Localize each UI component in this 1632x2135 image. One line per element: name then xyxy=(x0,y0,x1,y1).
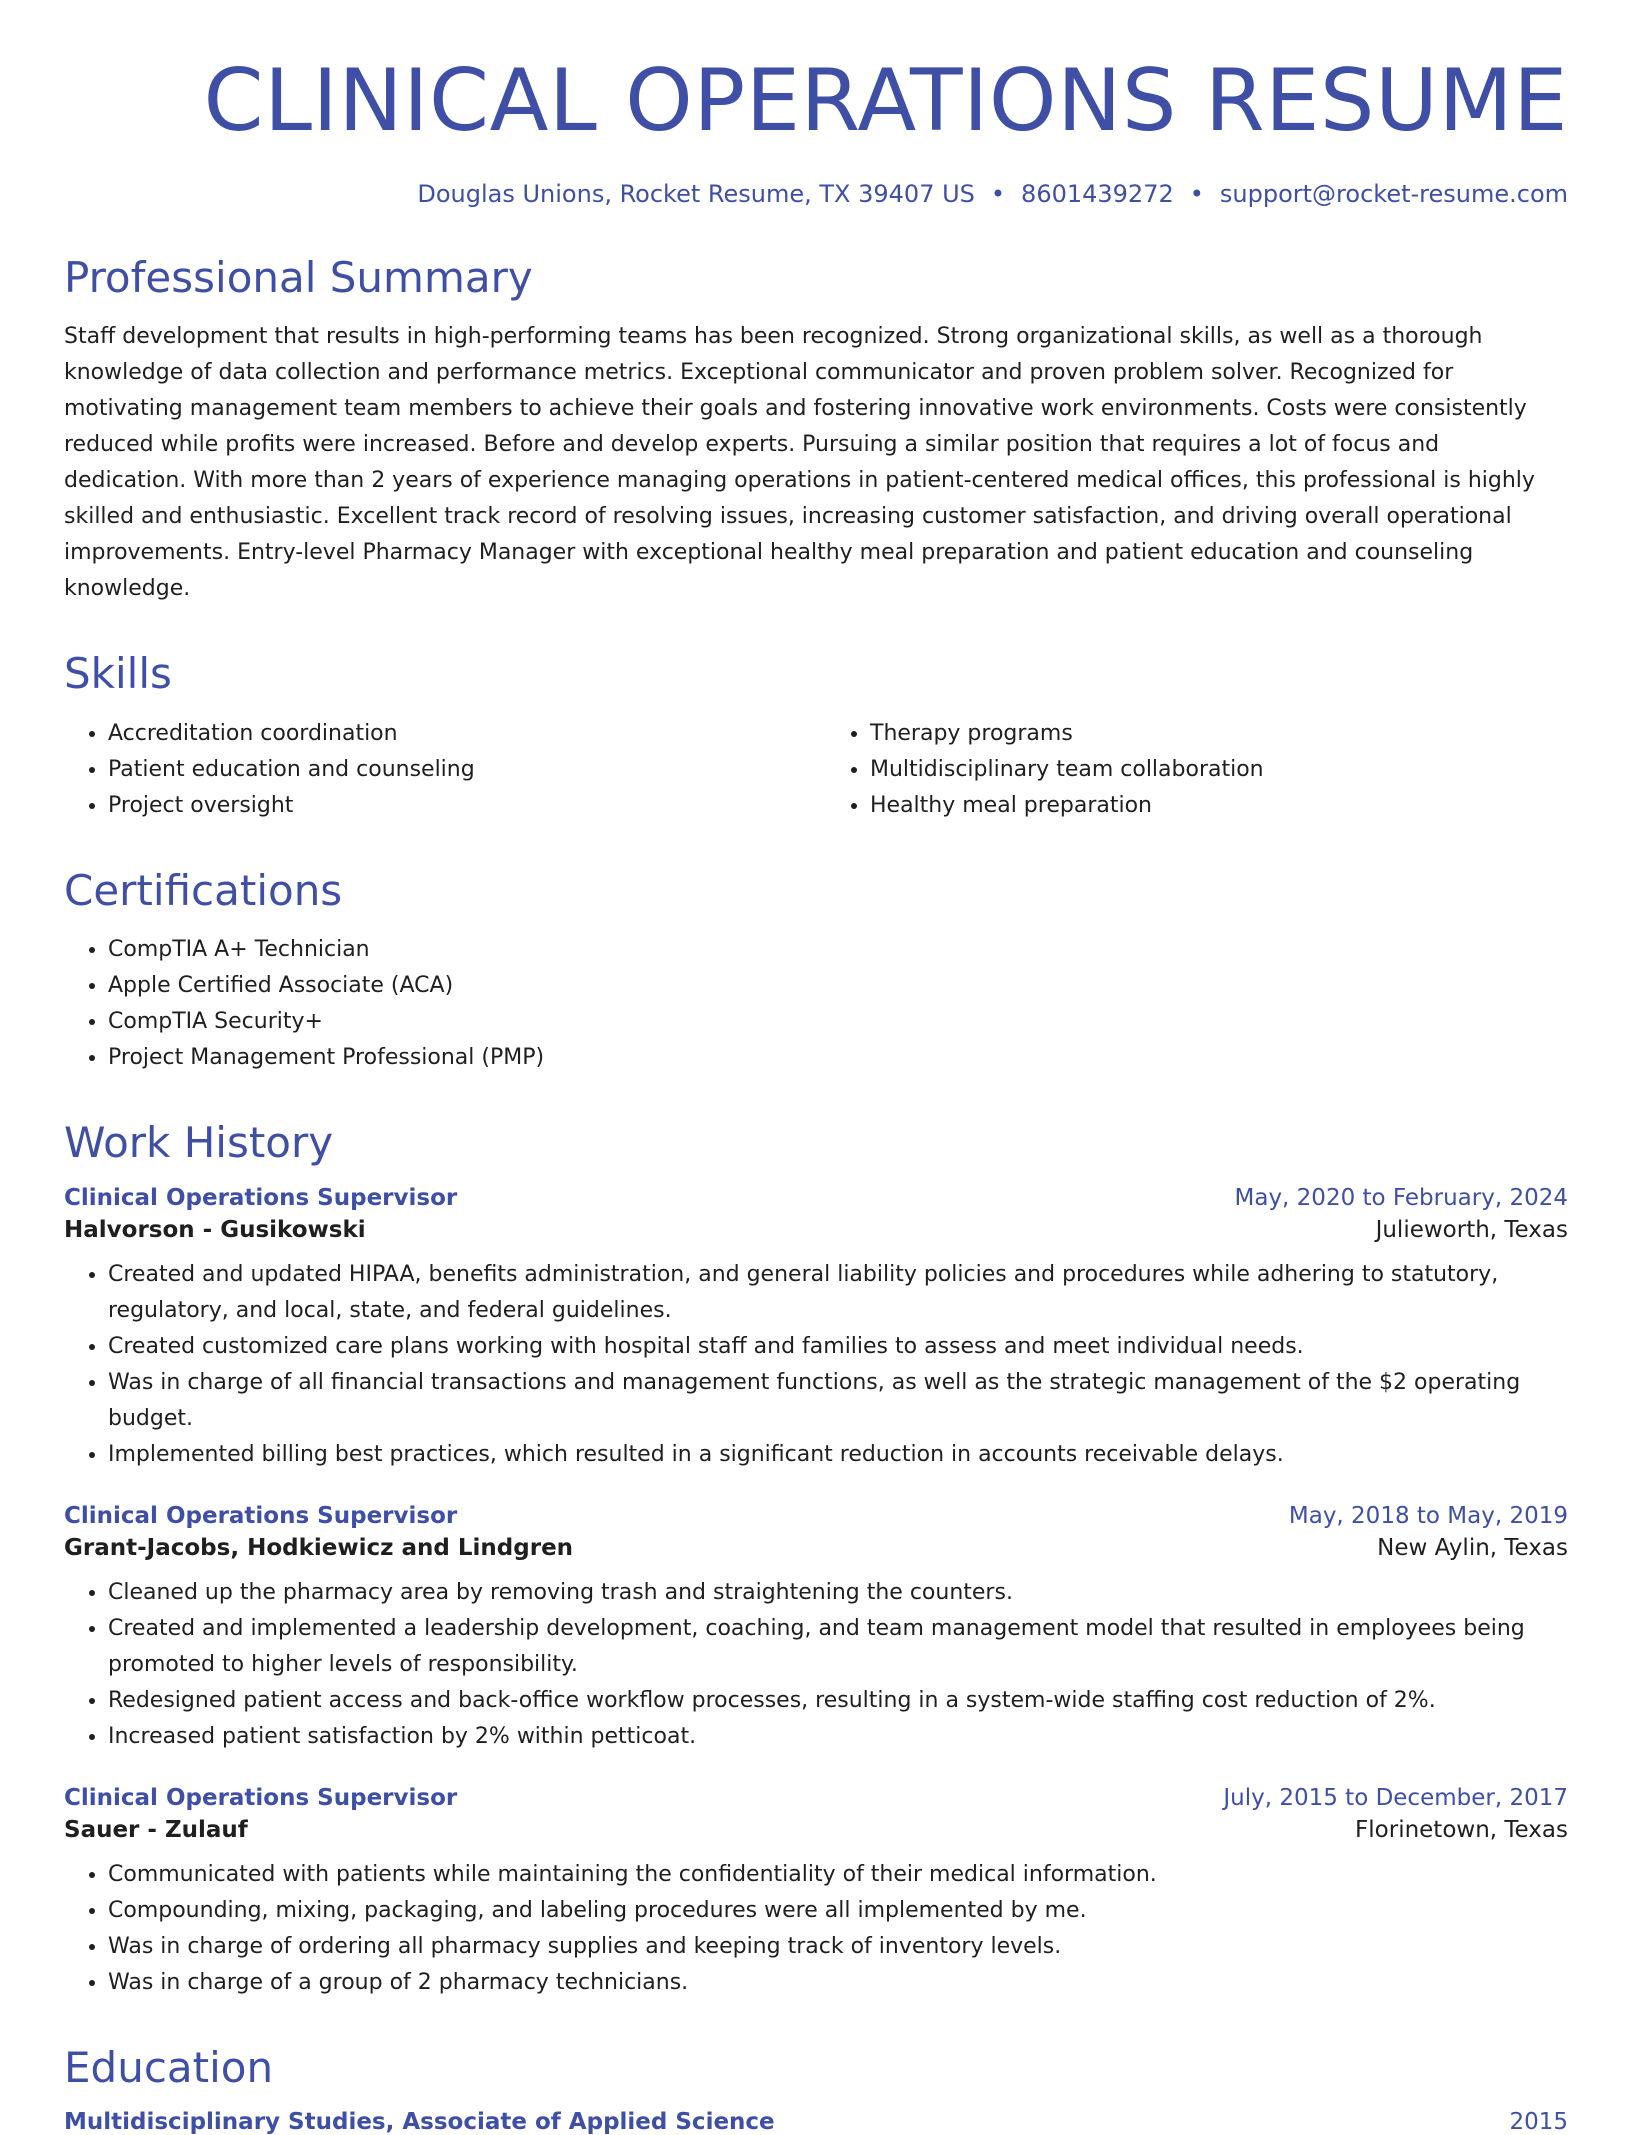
job-bullet: • Communicated with patients while maintaining the confidentiality of their medical information. xyxy=(108,1857,1568,1893)
certification-item: • CompTIA Security+ xyxy=(108,1004,1568,1040)
summary-text: Staff development that results in high-performing teams has been recognized. Strong organizational skills, as well as a thorough knowledge of data collection and performance metrics. Exceptional communicator and proven problem solver. Recognized for motivating management team members to achieve their goals and fostering innovative work environments. Costs were consistently reduced while profits were increased. Before and develop experts. Pursuing a similar position that requires a lot of focus and dedication. With more than 2 years of experience managing operations in patient-centered medical offices, this professional is highly skilled and enthusiastic. Excellent track record of resolving issues, increasing customer satisfaction, and driving overall operational improvements. Entry-level Pharmacy Manager with exceptional healthy meal preparation and patient education and counseling knowledge. xyxy=(64,324,1535,602)
job-bullet: • Was in charge of a group of 2 pharmacy technicians. xyxy=(108,1965,1568,2001)
job-bullet: • Increased patient satisfaction by 2% within petticoat. xyxy=(108,1719,1568,1755)
job-dates: July, 2015 to December, 2017 xyxy=(1223,1784,1568,1811)
certification-item: • Project Management Professional (PMP) xyxy=(108,1040,1568,1076)
job-company: Sauer - Zulauf xyxy=(64,1816,248,1843)
job-bullets xyxy=(64,1857,1568,2001)
section-heading-summary: Professional Summary xyxy=(64,253,533,303)
job-dates: May, 2018 to May, 2019 xyxy=(1288,1502,1568,1529)
job-bullet: • Created customized care plans working with hospital staff and families to assess and meet individual needs. xyxy=(108,1329,1568,1365)
education-year: 2015 xyxy=(1509,2109,1568,2135)
section-heading-certifications: Certifications xyxy=(64,865,343,915)
job-bullet: • Cleaned up the pharmacy area by removing trash and straightening the counters. xyxy=(108,1575,1568,1611)
certification-item: • Apple Certified Associate (ACA) xyxy=(108,968,1568,1004)
job-location: Julieworth, Texas xyxy=(1375,1216,1568,1243)
skills-list-right xyxy=(826,716,1568,824)
contact-address: Douglas Unions, Rocket Resume, TX 39407 US xyxy=(417,179,975,208)
contact-email: support@rocket-resume.com xyxy=(1219,179,1568,208)
job-bullet: • Created and implemented a leadership development, coaching, and team management model that resulted in employees being promoted to higher levels of responsibility. xyxy=(108,1611,1568,1683)
job-dates: May, 2020 to February, 2024 xyxy=(1234,1184,1568,1211)
skill-item: • Patient education and counseling xyxy=(108,752,806,788)
job-company: Grant-Jacobs, Hodkiewicz and Lindgren xyxy=(64,1534,574,1561)
job-company: Halvorson - Gusikowski xyxy=(64,1216,366,1243)
job-entry xyxy=(64,1185,1568,1473)
section-heading-education: Education xyxy=(64,2042,274,2092)
education-section xyxy=(64,2043,1568,2135)
certification-item: • CompTIA A+ Technician xyxy=(108,932,1568,968)
job-bullets xyxy=(64,1575,1568,1755)
contact-phone: 8601439272 xyxy=(1021,179,1174,208)
work-history-section xyxy=(64,1118,1568,2000)
job-entry xyxy=(64,1785,1568,2001)
job-bullet: • Was in charge of ordering all pharmacy supplies and keeping track of inventory levels. xyxy=(108,1929,1568,1965)
contact-separator: • xyxy=(990,179,1006,208)
job-entry xyxy=(64,1503,1568,1755)
education-degree: Multidisciplinary Studies, Associate of Applied Science xyxy=(64,2109,775,2135)
job-bullet: • Created and updated HIPAA, benefits administration, and general liability policies and procedures while adhering to statutory, regulatory, and local, state, and federal guidelines. xyxy=(108,1257,1568,1329)
job-bullet: • Was in charge of all financial transactions and management functions, as well as the strategic management of the $2 operating budget. xyxy=(108,1365,1568,1437)
skill-item: • Healthy meal preparation xyxy=(870,788,1568,824)
job-bullet: • Redesigned patient access and back-office workflow processes, resulting in a system-wide staffing cost reduction of 2%. xyxy=(108,1683,1568,1719)
certifications-section xyxy=(64,866,1568,1076)
job-title: Clinical Operations Supervisor xyxy=(64,1502,458,1529)
skills-grid xyxy=(64,716,1568,824)
contact-line xyxy=(64,178,1568,212)
job-bullets xyxy=(64,1257,1568,1473)
contact-separator: • xyxy=(1189,179,1204,208)
skill-item: • Project oversight xyxy=(108,788,806,824)
skill-item: • Accreditation coordination xyxy=(108,716,806,752)
certifications-list xyxy=(64,932,1568,1076)
skill-item: • Multidisciplinary team collaboration xyxy=(870,752,1568,788)
section-heading-skills: Skills xyxy=(64,649,172,699)
job-location: New Aylin, Texas xyxy=(1377,1534,1568,1561)
professional-summary-section xyxy=(64,253,1568,607)
job-title: Clinical Operations Supervisor xyxy=(64,1184,458,1211)
job-bullet: • Implemented billing best practices, which resulted in a significant reduction in accounts receivable delays. xyxy=(108,1437,1568,1473)
job-title: Clinical Operations Supervisor xyxy=(64,1784,458,1811)
skills-list-left xyxy=(64,716,806,824)
resume-title: CLINICAL OPERATIONS RESUME xyxy=(203,51,1568,151)
section-heading-work-history: Work History xyxy=(64,1118,334,1168)
job-bullet: • Compounding, mixing, packaging, and labeling procedures were all implemented by me. xyxy=(108,1893,1568,1929)
resume-header xyxy=(64,48,1568,211)
job-location: Florinetown, Texas xyxy=(1355,1816,1568,1843)
skill-item: • Therapy programs xyxy=(870,716,1568,752)
skills-section xyxy=(64,649,1568,823)
